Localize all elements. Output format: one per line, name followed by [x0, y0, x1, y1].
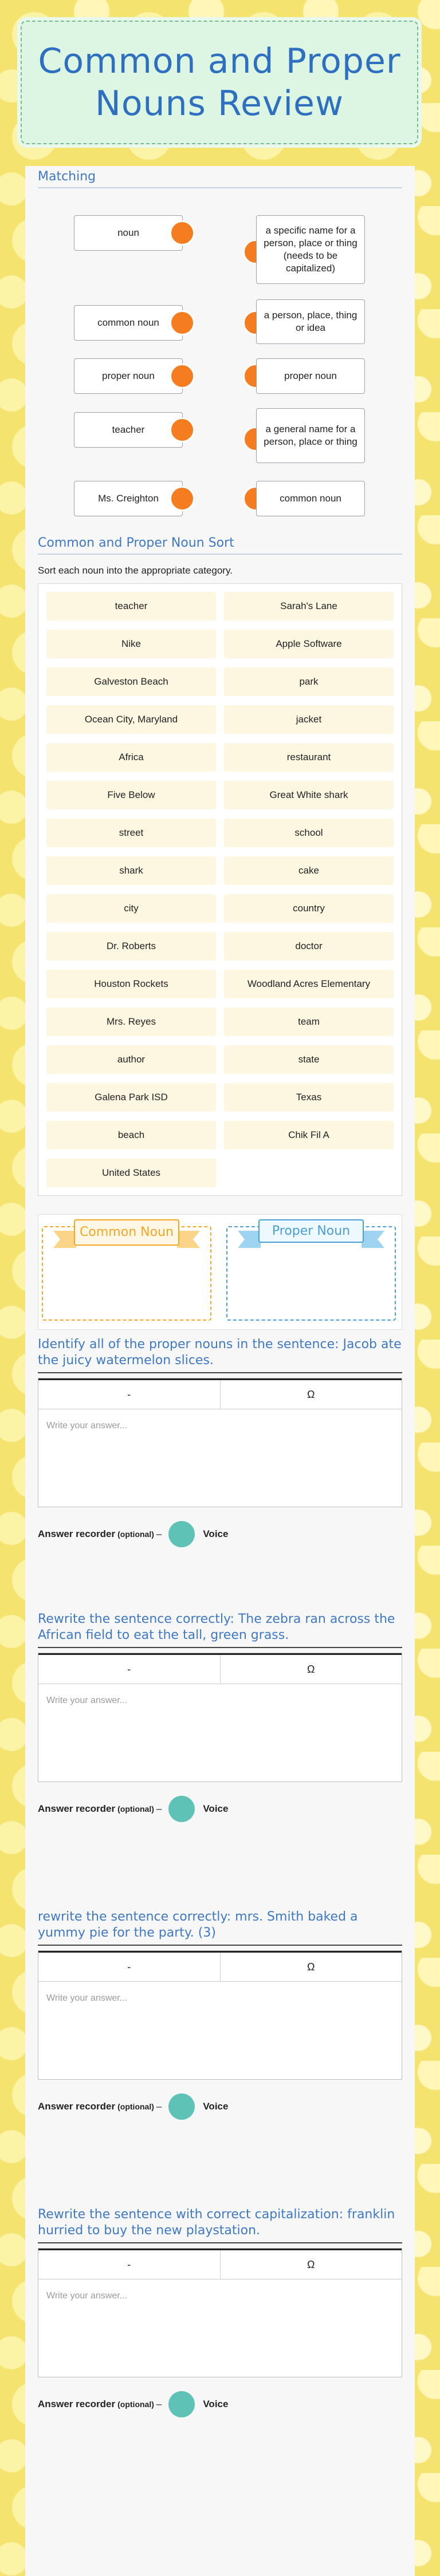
answer-box: [38, 1378, 402, 1507]
match-connector-dot[interactable]: [170, 364, 195, 389]
match-right-item[interactable]: proper noun: [256, 358, 365, 394]
subscript-button[interactable]: -: [127, 2258, 131, 2270]
answer-toolbar: [38, 2249, 402, 2279]
ribbon-left-icon: [53, 1231, 76, 1248]
question-block: [38, 1909, 402, 2120]
sort-chip[interactable]: park: [224, 667, 394, 696]
sort-chip[interactable]: Sarah's Lane: [224, 592, 394, 621]
recorder-optional: (optional): [117, 1530, 154, 1539]
recorder-dash: –: [156, 1528, 162, 1539]
match-right-item[interactable]: common noun: [256, 481, 365, 516]
sort-chip[interactable]: Africa: [46, 743, 216, 772]
voice-label: Voice: [203, 2101, 229, 2112]
sort-chip[interactable]: team: [224, 1008, 394, 1036]
category-proper-noun[interactable]: [226, 1226, 396, 1321]
header-banner: [0, 0, 440, 166]
special-characters-button[interactable]: Ω: [220, 1953, 402, 1981]
sort-chip[interactable]: Mrs. Reyes: [46, 1008, 216, 1036]
recorder-dash: –: [156, 1803, 162, 1814]
voice-label: Voice: [203, 2399, 229, 2409]
title-card: [21, 21, 418, 144]
answer-toolbar: [38, 1951, 402, 1982]
sort-chip[interactable]: Dr. Roberts: [46, 932, 216, 961]
sort-chip[interactable]: beach: [46, 1121, 216, 1149]
special-characters-button[interactable]: Ω: [220, 1655, 402, 1684]
sort-section: [38, 532, 402, 1330]
match-left-item[interactable]: proper noun: [74, 358, 183, 394]
sort-chip[interactable]: Woodland Acres Elementary: [224, 970, 394, 998]
subscript-button[interactable]: -: [127, 1961, 131, 1973]
match-left-item[interactable]: teacher: [74, 412, 183, 448]
match-right-item[interactable]: a general name for a person, place or thing: [256, 408, 365, 463]
match-connector-dot[interactable]: [170, 220, 195, 246]
sort-chip[interactable]: city: [46, 894, 216, 923]
sort-chip[interactable]: state: [224, 1045, 394, 1074]
category-label: Proper Noun: [258, 1219, 364, 1243]
sort-chip[interactable]: restaurant: [224, 743, 394, 772]
answer-box: [38, 1653, 402, 1782]
recorder-optional: (optional): [117, 2102, 154, 2111]
sort-chip[interactable]: Houston Rockets: [46, 970, 216, 998]
category-label: Common Noun: [74, 1219, 179, 1246]
sort-chip[interactable]: Nike: [46, 630, 216, 658]
ribbon-right-icon: [362, 1231, 384, 1248]
page-title: Common and Proper Nouns Review: [38, 41, 401, 124]
answer-textarea[interactable]: Write your answer...: [46, 1993, 128, 2003]
question-text: Rewrite the sentence with correct capitalization: franklin hurried to buy the new playstation.: [38, 2207, 395, 2238]
ribbon-left-icon: [238, 1231, 261, 1248]
answer-textarea[interactable]: Write your answer...: [46, 1421, 128, 1431]
sort-instruction: Sort each noun into the appropriate category.: [38, 565, 233, 576]
voice-label: Voice: [203, 1528, 229, 1539]
sort-chip[interactable]: doctor: [224, 932, 394, 961]
subscript-button[interactable]: -: [127, 1388, 131, 1400]
special-characters-button[interactable]: Ω: [220, 1380, 402, 1409]
match-right-item[interactable]: a person, place, thing or idea: [256, 299, 365, 344]
answer-recorder: [38, 2391, 402, 2417]
sort-chip[interactable]: Great White shark: [224, 781, 394, 809]
recorder-dash: –: [156, 2101, 162, 2112]
sort-heading: Common and Proper Noun Sort: [38, 532, 402, 555]
question-block: [38, 1611, 402, 1822]
divider: [38, 1647, 402, 1648]
sort-chip[interactable]: cake: [224, 856, 394, 885]
match-right-item[interactable]: a specific name for a person, place or thing (needs to be capitalized): [256, 215, 365, 284]
sort-chip[interactable]: Texas: [224, 1083, 394, 1112]
sort-chip[interactable]: school: [224, 819, 394, 847]
answer-recorder: [38, 1521, 402, 1547]
sort-chip[interactable]: country: [224, 894, 394, 923]
sort-chip[interactable]: jacket: [224, 705, 394, 734]
sort-chips: [46, 592, 394, 1187]
answer-recorder: [38, 1796, 402, 1822]
recorder-optional: (optional): [117, 2400, 154, 2409]
matching-section: [38, 166, 402, 188]
matching-heading: Matching: [38, 166, 402, 188]
match-left-item[interactable]: Ms. Creighton: [74, 481, 183, 516]
ribbon-right-icon: [177, 1231, 200, 1248]
sort-chip[interactable]: author: [46, 1045, 216, 1074]
sort-chip[interactable]: Chik Fil A: [224, 1121, 394, 1149]
answer-textarea[interactable]: Write your answer...: [46, 1696, 128, 1705]
divider: [38, 1945, 402, 1946]
subscript-button[interactable]: -: [127, 1663, 131, 1675]
sort-chip[interactable]: teacher: [46, 592, 216, 621]
sort-chip[interactable]: Ocean City, Maryland: [46, 705, 216, 734]
question-block: [38, 2207, 402, 2417]
recorder-label: Answer recorder: [38, 1803, 116, 1814]
sort-chip[interactable]: Galena Park ISD: [46, 1083, 216, 1112]
sort-chip[interactable]: street: [46, 819, 216, 847]
answer-box: [38, 1950, 402, 2080]
sort-chip[interactable]: Apple Software: [224, 630, 394, 658]
voice-label: Voice: [203, 1803, 229, 1814]
answer-toolbar: [38, 1378, 402, 1409]
sort-categories: [38, 1214, 402, 1330]
recorder-dash: –: [156, 2399, 162, 2409]
question-block: [38, 1337, 402, 1547]
question-text: Identify all of the proper nouns in the sentence: Jacob ate the juicy watermelon slices.: [38, 1337, 402, 1368]
sort-chip[interactable]: United States: [46, 1159, 216, 1187]
record-button[interactable]: [168, 2093, 195, 2120]
divider: [38, 2242, 402, 2243]
answer-toolbar: [38, 1653, 402, 1684]
sort-item-bank: [38, 583, 402, 1196]
match-connector-dot[interactable]: [170, 310, 195, 335]
match-left-item[interactable]: common noun: [74, 305, 183, 341]
question-text: Rewrite the sentence correctly: The zebra ran across the African field to eat the tall, green grass.: [38, 1612, 395, 1642]
question-text: rewrite the sentence correctly: mrs. Smith baked a yummy pie for the party. (3): [38, 1910, 358, 1940]
record-button[interactable]: [168, 1521, 195, 1547]
sort-chip[interactable]: Five Below: [46, 781, 216, 809]
recorder-label: Answer recorder: [38, 1528, 116, 1539]
worksheet: [25, 166, 415, 2576]
sort-chip[interactable]: shark: [46, 856, 216, 885]
match-connector-dot[interactable]: [170, 486, 195, 511]
sort-chip[interactable]: Galveston Beach: [46, 667, 216, 696]
record-button[interactable]: [168, 2391, 195, 2417]
match-connector-dot[interactable]: [170, 417, 195, 442]
special-characters-button[interactable]: Ω: [220, 2250, 402, 2279]
recorder-label: Answer recorder: [38, 2399, 116, 2409]
recorder-label: Answer recorder: [38, 2101, 116, 2112]
answer-box: [38, 2248, 402, 2377]
recorder-optional: (optional): [117, 1804, 154, 1814]
record-button[interactable]: [168, 1796, 195, 1822]
answer-textarea[interactable]: Write your answer...: [46, 2291, 128, 2301]
match-left-item[interactable]: noun: [74, 215, 183, 251]
answer-recorder: [38, 2093, 402, 2120]
divider: [38, 1372, 402, 1373]
category-common-noun[interactable]: [42, 1226, 211, 1321]
